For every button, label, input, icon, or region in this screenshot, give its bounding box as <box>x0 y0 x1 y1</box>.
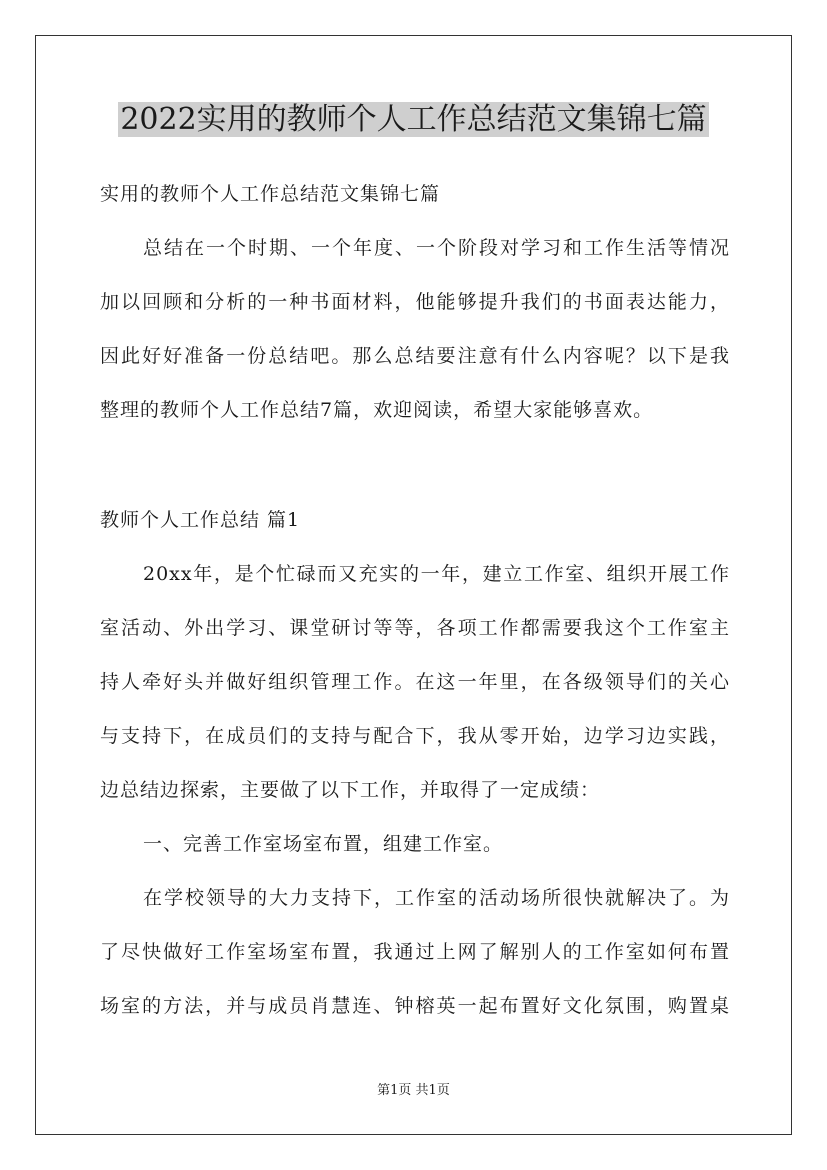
paragraph-line: 20xx年，是个忙碌而又充实的一年，建立工作室、组织开展工作 <box>143 563 730 585</box>
paragraph-line: 边总结边探索，主要做了以下工作，并取得了一定成绩： <box>100 779 601 801</box>
page-footer: 第1页 共1页 <box>377 1083 450 1098</box>
document-title <box>0 100 827 140</box>
paragraph-line: 在学校领导的大力支持下，工作室的活动场所很快就解决了。为 <box>143 887 730 909</box>
subtitle-line: 实用的教师个人工作总结范文集锦七篇 <box>100 183 441 205</box>
paragraph-line: 了尽快做好工作室场室布置，我通过上网了解别人的工作室如何布置 <box>100 941 730 963</box>
section-heading: 教师个人工作总结 篇1 <box>100 509 301 531</box>
paragraph-line: 室活动、外出学习、课堂研讨等等，各项工作都需要我这个工作室主 <box>100 617 730 639</box>
paragraph-line: 整理的教师个人工作总结7篇，欢迎阅读，希望大家能够喜欢。 <box>100 399 654 421</box>
paragraph-line: 因此好好准备一份总结吧。那么总结要注意有什么内容呢？以下是我 <box>100 345 730 367</box>
paragraph-line: 与支持下，在成员们的支持与配合下，我从零开始，边学习边实践， <box>100 725 730 747</box>
paragraph-line: 持人牵好头并做好组织管理工作。在这一年里，在各级领导们的关心 <box>100 671 730 693</box>
paragraph-line: 场室的方法，并与成员肖慧连、钟榕英一起布置好文化氛围，购置桌 <box>100 995 730 1017</box>
paragraph-line: 加以回顾和分析的一种书面材料，他能够提升我们的书面表达能力， <box>100 291 730 313</box>
subsection-heading: 一、完善工作室场室布置，组建工作室。 <box>143 833 504 855</box>
document-title-text: 2022实用的教师个人工作总结范文集锦七篇 <box>120 102 707 137</box>
paragraph-line: 总结在一个时期、一个年度、一个阶段对学习和工作生活等情况 <box>143 237 730 259</box>
